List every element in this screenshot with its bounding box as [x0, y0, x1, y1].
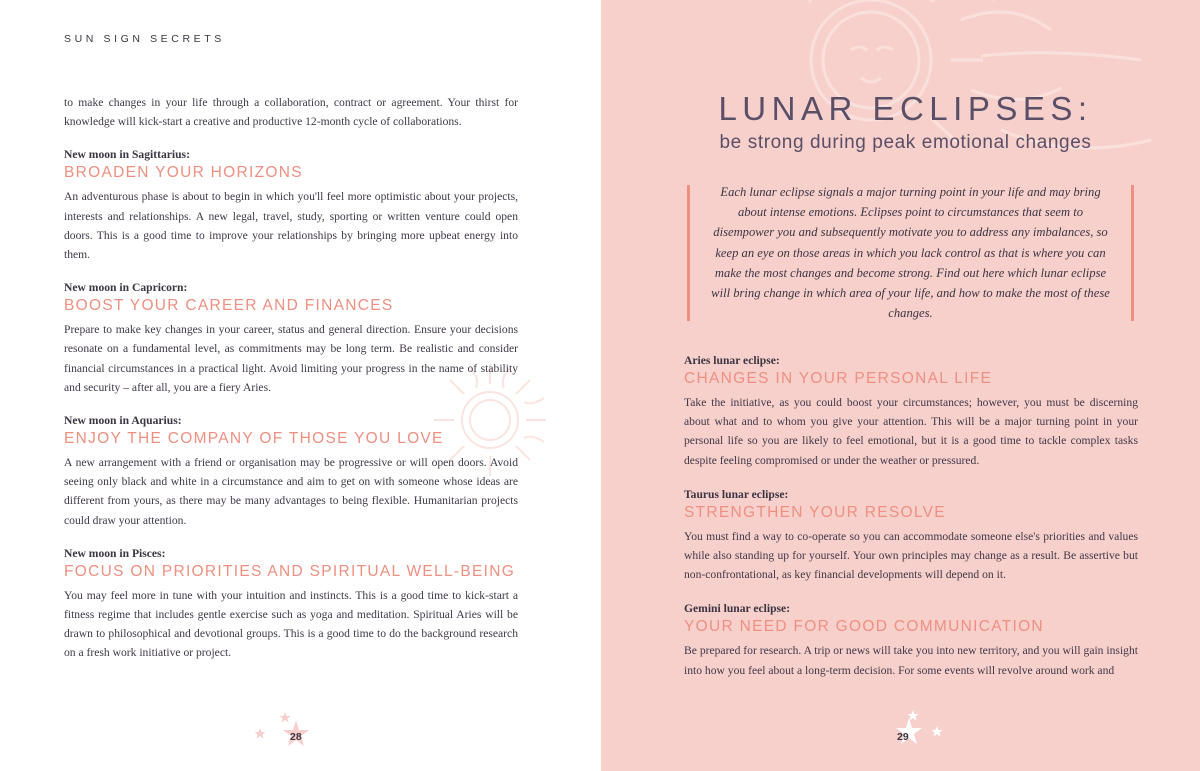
section-heading: FOCUS ON PRIORITIES AND SPIRITUAL WELL-BEING [64, 562, 516, 580]
left-body [64, 93, 518, 663]
page-title: LUNAR ECLIPSES: [718, 90, 1093, 127]
section-heading: ENJOY THE COMPANY OF THOSE YOU LOVE [64, 430, 444, 448]
quote-text: Each lunar eclipse signals a major turning point in your life and may bring about intense emotions. Eclipses point to circumstances that seem to disempower you and subsequently motivate you to address any imbalances, so keep an eye on those areas in which you lack control as that is where you can make the most changes and become strong. Find out here which lunar eclipse will bring change in which area of your life, and how to make the most of these changes. [711, 185, 1110, 321]
section-label: Aries lunar eclipse: [684, 354, 780, 367]
section-label: New moon in Pisces: [64, 546, 166, 560]
page-number: 29 [897, 731, 909, 743]
section-text: You may feel more in tune with your intuition and instincts. This is a good time to kick-start a fitness regime that includes gentle exercise such as yoga and meditation. Spiritual Aries will be drawn to philosophical and devotional groups. This is a good time to do the background research on a fresh work initiative or project. [64, 588, 518, 660]
right-page [601, 0, 1200, 771]
quote-rule-right [1131, 185, 1134, 321]
section-gemini [684, 601, 1138, 679]
section-aries [684, 353, 1138, 470]
section-capricorn [64, 280, 518, 397]
section-taurus [684, 487, 1138, 585]
page-subtitle: be strong during peak emotional changes [719, 132, 1092, 153]
section-text: Be prepared for research. A trip or news will take you into new territory, and you will gain insight into how you feel about a long-term decision. For some events will revolve around work and [684, 644, 1138, 677]
intro-paragraph: to make changes in your life through a collaboration, contract or agreement. Your thirst for knowledge will kick-start a creative and productive 12-month cycle of collaborations. [64, 96, 518, 129]
section-label: New moon in Aquarius: [64, 414, 182, 428]
section-heading: STRENGTHEN YOUR RESOLVE [684, 503, 946, 521]
section-aquarius [64, 413, 518, 530]
section-text: Take the initiative, as you could boost your circumstances; however, you must be discerning about what and to whom you give your attention. This will be a major turning point in your personal life so you are likely to feel emotional, but it is a good time to tackle complex tasks despite feeling compromised or under the weather or pressured. [684, 396, 1138, 467]
section-heading: CHANGES IN YOUR PERSONAL LIFE [684, 370, 993, 387]
section-pisces [64, 546, 518, 663]
section-label: New moon in Capricorn: [64, 281, 188, 295]
section-heading: BOOST YOUR CAREER AND FINANCES [64, 297, 394, 315]
section-heading: YOUR NEED FOR GOOD COMMUNICATION [684, 618, 1044, 636]
right-body [684, 353, 1138, 680]
section-text: Prepare to make key changes in your career, status and general direction. Ensure your decisions resonate on a fundamental level, as commitments may be long term. Be realistic and consider financial circumstances in a practical light. Avoid limiting your progress in the name of stability and security – after all, you are a fiery Aries. [64, 323, 518, 394]
star-icon [252, 710, 312, 755]
section-label: New moon in Sagittarius: [64, 148, 190, 162]
section-label: Taurus lunar eclipse: [684, 487, 789, 501]
section-sagittarius [64, 147, 518, 264]
quote-rule-left [687, 185, 690, 321]
section-text: An adventurous phase is about to begin in which you'll feel more optimistic about your projects, interests and relationships. A new legal, travel, study, sporting or written venture could open doors. This is a good time to improve your relationships by bringing more upbeat energy into them. [64, 190, 518, 262]
page-number: 28 [290, 731, 302, 743]
running-head: SUN SIGN SECRETS [64, 33, 225, 45]
star-icon [887, 708, 947, 753]
pull-quote [687, 185, 1134, 321]
section-label: Gemini lunar eclipse: [684, 602, 791, 616]
section-heading: BROADEN YOUR HORIZONS [64, 164, 303, 182]
section-text: A new arrangement with a friend or organisation may be progressive or will open doors. Avoid seeing only black and white in a circumstance and aim to get on with someone whose ideas are different from yours, as there may be many advantages to being flexible. Humanitarian projects could draw your attention. [64, 456, 518, 527]
section-text: You must find a way to co-operate so you can accommodate someone else's priorities and values while also standing up for yourself. Your own principles may change as a result. Be assertive but non-confrontational, as key financial developments will depend on it. [684, 529, 1138, 582]
